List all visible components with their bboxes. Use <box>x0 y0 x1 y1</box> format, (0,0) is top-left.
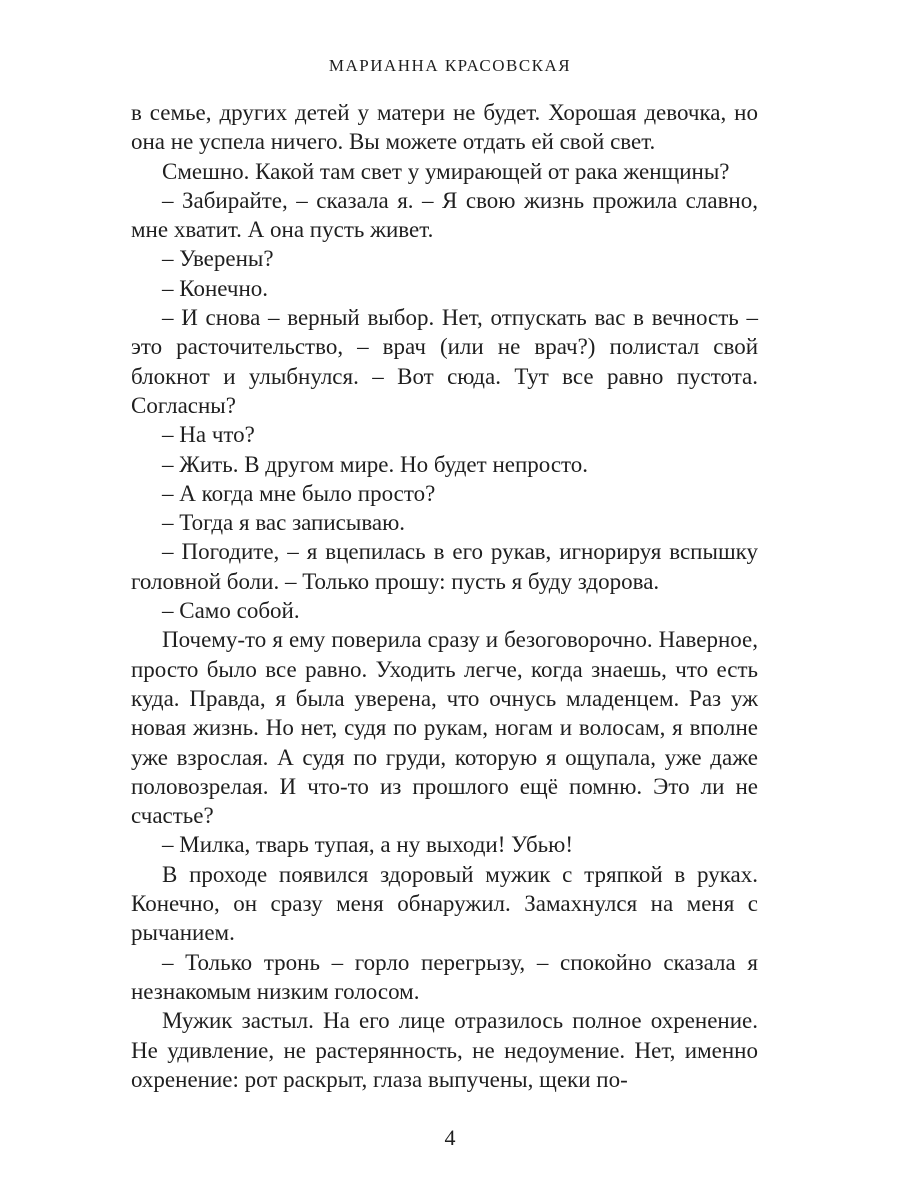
paragraph: – Конечно. <box>162 275 269 301</box>
paragraph: – И снова – верный выбор. Нет, отпускать вас в вечность – это расточительство, – врач (или не врач?) полистал свой блокнот и улыбнулся. – Вот сюда. Тут все равно пустота. Согласны? <box>131 305 758 418</box>
body-text <box>131 98 758 1094</box>
paragraph: в семье, других детей у матери не будет. Хорошая девочка, но она не успела ничего. Вы можете отдать ей свой свет. <box>131 100 758 155</box>
paragraph: Смешно. Какой там свет у умирающей от рака женщины? <box>162 158 730 184</box>
paragraph: – Милка, тварь тупая, а ну выходи! Убью! <box>162 832 574 858</box>
paragraph: – Жить. В другом мире. Но будет непросто. <box>162 451 589 477</box>
page-number: 4 <box>444 1125 456 1150</box>
paragraph: Почему-то я ему поверила сразу и безоговорочно. Наверное, просто было все равно. Уходить легче, когда знаешь, что есть куда. Правда, я была уверена, что очнусь младенцем. Раз уж новая жизнь. Но нет, судя по рукам, ногам и волосам, я вполне уже взрослая. А судя по груди, которую я ощупала, уже даже половозрелая. И что-то из прошлого ещё помню. Это ли не счастье? <box>131 627 758 829</box>
paragraph: – Только тронь – горло перегрызу, – спокойно сказала я незнакомым низким голосом. <box>131 949 758 1004</box>
paragraph: – Само собой. <box>162 598 300 624</box>
paragraph: – А когда мне было просто? <box>162 480 436 506</box>
paragraph: – Уверены? <box>162 246 274 272</box>
paragraph: – Тогда я вас записываю. <box>162 510 406 536</box>
running-head-author: МАРИАННА КРАСОВСКАЯ <box>328 56 572 75</box>
paragraph: – На что? <box>162 422 255 448</box>
paragraph: – Погодите, – я вцепилась в его рукав, игнорируя вспышку головной боли. – Только прошу: пусть я буду здорова. <box>131 539 758 594</box>
paragraph: – Забирайте, – сказала я. – Я свою жизнь прожила славно, мне хватит. А она пусть живет. <box>131 187 758 243</box>
paragraph: Мужик застыл. На его лице отразилось полное охренение. Не удивление, не растерянность, не недоумение. Нет, именно охренение: рот раскрыт, глаза выпучены, щеки по- <box>131 1008 758 1092</box>
paragraph: В проходе появился здоровый мужик с тряпкой в руках. Конечно, он сразу меня обнаружил. Замахнулся на меня с рычанием. <box>131 861 758 946</box>
